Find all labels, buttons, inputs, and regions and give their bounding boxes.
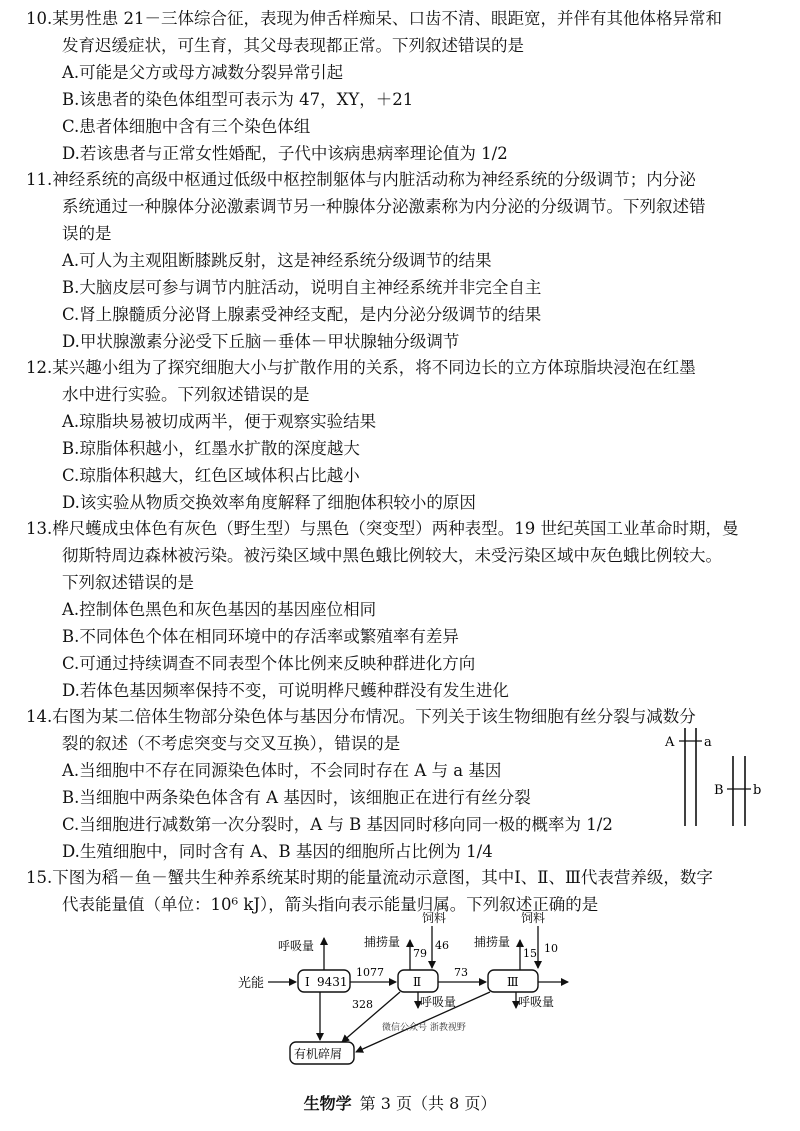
q14-stem-line-2: 裂的叙述（不考虑突变与交叉互换），错误的是 bbox=[62, 734, 401, 753]
level-2-harvest-value: 79 bbox=[413, 947, 427, 960]
q14-option-d: D.生殖细胞中，同时含有 A、B 基因的细胞所占比例为 1/4 bbox=[62, 842, 493, 861]
chromosome-figure bbox=[656, 722, 786, 832]
level-2-feed-label: 饲料 bbox=[422, 912, 447, 925]
level-3-harvest-label: 捕捞量 bbox=[474, 935, 511, 949]
flow-1-2-value: 1077 bbox=[356, 966, 384, 979]
q13-option-a: A.控制体色黑色和灰色基因的基因座位相同 bbox=[62, 600, 377, 619]
q11-option-d: D.甲状腺激素分泌受下丘脑－垂体－甲状腺轴分级调节 bbox=[62, 332, 460, 351]
q11-option-b: B.大脑皮层可参与调节内脏活动，说明自主神经系统并非完全自主 bbox=[62, 278, 542, 297]
q10-stem-line-1: 10.某男性患 21－三体综合征，表现为伸舌样痴呆、口齿不清、眼距宽，并伴有其他体格异常和 bbox=[26, 9, 722, 28]
trophic-level-1-label: Ⅰ bbox=[305, 975, 310, 989]
trophic-level-2-label: Ⅱ bbox=[413, 975, 422, 989]
q10-option-a: A.可能是父方或母方减数分裂异常引起 bbox=[62, 63, 344, 82]
q11-stem-line-2: 系统通过一种腺体分泌激素调节另一种腺体分泌激素称为内分泌的分级调节。下列叙述错 bbox=[62, 197, 706, 216]
gene-label-a: a bbox=[704, 735, 712, 750]
level-3-feed-label: 饲料 bbox=[521, 912, 546, 925]
footer-page-number: 第 3 页（共 8 页） bbox=[359, 1094, 497, 1113]
level-2-respiration-label: 呼吸量 bbox=[420, 995, 457, 1009]
q13-stem-line-3: 下列叙述错误的是 bbox=[62, 573, 194, 592]
flow-2-detritus-value: 328 bbox=[352, 998, 373, 1011]
q10-option-c: C.患者体细胞中含有三个染色体组 bbox=[62, 117, 311, 136]
q14-option-a: A.当细胞中不存在同源染色体时，不会同时存在 A 与 a 基因 bbox=[62, 761, 502, 780]
gene-label-b: b bbox=[753, 783, 762, 798]
q11-option-a: A.可人为主观阻断膝跳反射，这是神经系统分级调节的结果 bbox=[62, 251, 492, 270]
q11-option-c: C.肾上腺髓质分泌肾上腺素受神经支配，是内分泌分级调节的结果 bbox=[62, 305, 542, 324]
q13-option-b: B.不同体色个体在相同环境中的存活率或繁殖率有差异 bbox=[62, 627, 459, 646]
q10-stem-line-2: 发育迟缓症状，可生育，其父母表现都正常。下列叙述错误的是 bbox=[62, 36, 524, 55]
q12-option-c: C.琼脂体积越大，红色区域体积占比越小 bbox=[62, 466, 360, 485]
q11-stem-line-1: 11.神经系统的高级中枢通过低级中枢控制躯体与内脏活动称为神经系统的分级调节；内分泌 bbox=[26, 170, 696, 189]
gene-label-B: B bbox=[714, 783, 724, 798]
level-3-respiration-label: 呼吸量 bbox=[518, 995, 555, 1009]
q13-stem-line-2: 彻斯特周边森林被污染。被污染区域中黑色蛾比例较大，未受污染区域中灰色蛾比例较大。 bbox=[62, 546, 722, 565]
level-3-harvest-value: 15 bbox=[523, 947, 537, 960]
watermark-text: 微信公众号 浙教视野 bbox=[382, 1023, 466, 1033]
q15-stem-line-2: 代表能量值（单位：10⁶ kJ），箭头指向表示能量归属。下列叙述正确的是 bbox=[62, 895, 599, 914]
q13-stem-line-1: 13.桦尺蠖成虫体色有灰色（野生型）与黑色（突变型）两种表型。19 世纪英国工业革命时期，曼 bbox=[26, 519, 739, 538]
energy-flow-diagram bbox=[228, 912, 608, 1072]
gene-label-A: A bbox=[665, 735, 675, 750]
q12-option-a: A.琼脂块易被切成两半，便于观察实验结果 bbox=[62, 412, 377, 431]
trophic-level-1-value: 9431 bbox=[317, 975, 348, 989]
page-footer bbox=[0, 1091, 800, 1114]
q12-stem-line-1: 12.某兴趣小组为了探究细胞大小与扩散作用的关系，将不同边长的立方体琼脂块浸泡在红墨 bbox=[26, 358, 696, 377]
q10-option-b: B.该患者的染色体组型可表示为 47，XY，＋21 bbox=[62, 90, 414, 109]
footer-subject: 生物学 bbox=[303, 1094, 352, 1113]
detritus-label: 有机碎屑 bbox=[294, 1047, 343, 1061]
q12-option-b: B.琼脂体积越小，红墨水扩散的深度越大 bbox=[62, 439, 360, 458]
trophic-level-3-label: Ⅲ bbox=[507, 975, 519, 989]
light-energy-label: 光能 bbox=[238, 976, 265, 991]
level-2-feed-value: 46 bbox=[435, 939, 449, 952]
flow-2-3-value: 73 bbox=[454, 966, 468, 979]
level-2-harvest-label: 捕捞量 bbox=[364, 935, 401, 949]
q15-stem-line-1: 15.下图为稻－鱼－蟹共生种养系统某时期的能量流动示意图，其中Ⅰ、Ⅱ、Ⅲ代表营养级，数字 bbox=[26, 868, 713, 887]
level-3-feed-value: 10 bbox=[544, 942, 558, 955]
level-1-respiration-label: 呼吸量 bbox=[278, 939, 315, 953]
q12-option-d: D.该实验从物质交换效率角度解释了细胞体积较小的原因 bbox=[62, 493, 476, 512]
q13-option-d: D.若体色基因频率保持不变，可说明桦尺蠖种群没有发生进化 bbox=[62, 681, 509, 700]
q12-stem-line-2: 水中进行实验。下列叙述错误的是 bbox=[62, 385, 310, 404]
q14-stem-line-1: 14.右图为某二倍体生物部分染色体与基因分布情况。下列关于该生物细胞有丝分裂与减数分 bbox=[26, 707, 696, 726]
q14-option-b: B.当细胞中两条染色体含有 A 基因时，该细胞正在进行有丝分裂 bbox=[62, 788, 531, 807]
q14-option-c: C.当细胞进行减数第一次分裂时，A 与 B 基因同时移向同一极的概率为 1/2 bbox=[62, 815, 613, 834]
q13-option-c: C.可通过持续调查不同表型个体比例来反映种群进化方向 bbox=[62, 654, 476, 673]
q11-stem-line-3: 误的是 bbox=[62, 224, 112, 243]
q10-option-d: D.若该患者与正常女性婚配，子代中该病患病率理论值为 1/2 bbox=[62, 144, 508, 163]
